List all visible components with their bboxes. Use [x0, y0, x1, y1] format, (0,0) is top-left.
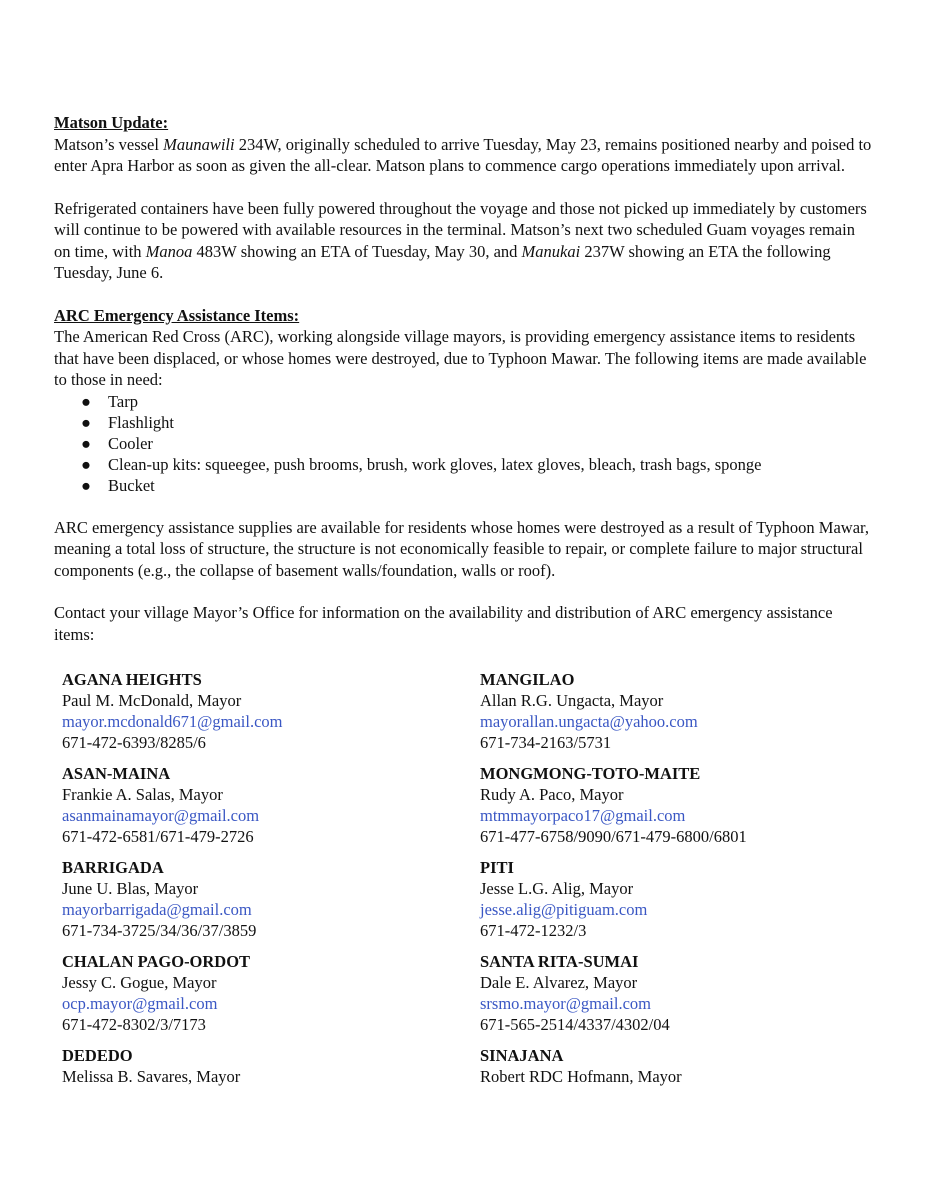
village-name: SINAJANA	[480, 1046, 564, 1065]
mayor-phone: 671-734-2163/5731	[480, 733, 612, 752]
mayor-phone: 671-472-6581/671-479-2726	[62, 827, 254, 846]
list-item-text: Cooler	[108, 433, 153, 453]
mayor-phone: 671-734-3725/34/36/37/3859	[62, 921, 257, 940]
vessel-name: Maunawili	[163, 134, 235, 154]
mayor-name: Jessy C. Gogue, Mayor	[62, 973, 217, 992]
bullet-icon: ●	[81, 433, 91, 453]
village-entry	[62, 951, 480, 1035]
matson-paragraph-2	[54, 198, 872, 284]
mayor-name: Rudy A. Paco, Mayor	[480, 785, 624, 804]
bullet-icon: ●	[81, 475, 91, 495]
list-item	[81, 391, 872, 412]
mayor-phone: 671-477-6758/9090/671-479-6800/6801	[480, 827, 747, 846]
village-entry	[480, 669, 840, 753]
mayor-name: Frankie A. Salas, Mayor	[62, 785, 223, 804]
vessel-name: Manukai	[521, 241, 581, 261]
mayor-email-link[interactable]: jesse.alig@pitiguam.com	[480, 900, 648, 919]
village-name: CHALAN PAGO-ORDOT	[62, 952, 251, 971]
list-item-text: Bucket	[108, 475, 155, 495]
arc-section	[54, 305, 872, 391]
arc-heading: ARC Emergency Assistance Items:	[54, 305, 300, 325]
mayor-email-link[interactable]: mayor.mcdonald671@gmail.com	[62, 712, 283, 731]
list-item-text: Tarp	[108, 391, 138, 411]
list-item	[81, 454, 872, 475]
arc-items-list	[54, 391, 872, 496]
mayor-phone: 671-472-8302/3/7173	[62, 1015, 206, 1034]
arc-intro: The American Red Cross (ARC), working alongside village mayors, is providing emergency assistance items to residents that have been displaced, or whose homes were destroyed, due to Typhoon Mawar. The following items are made available to those in need:	[54, 327, 867, 389]
mayor-email-link[interactable]: mayorbarrigada@gmail.com	[62, 900, 252, 919]
mayor-email-link[interactable]: ocp.mayor@gmail.com	[62, 994, 218, 1013]
bullet-icon: ●	[81, 454, 91, 474]
mayor-phone: 671-472-1232/3	[480, 921, 587, 940]
list-item-text: Flashlight	[108, 412, 175, 432]
village-name: MONGMONG-TOTO-MAITE	[480, 764, 701, 783]
matson-text: Matson’s vessel	[54, 134, 164, 154]
mayor-name: June U. Blas, Mayor	[62, 879, 199, 898]
mayor-name: Melissa B. Savares, Mayor	[62, 1067, 241, 1086]
village-entry	[480, 763, 840, 847]
list-item	[81, 412, 872, 433]
mayor-email-link[interactable]: mtmmayorpaco17@gmail.com	[480, 806, 686, 825]
matson-text: 237W showing an ETA the following Tuesday, June 6.	[54, 241, 831, 282]
mayor-email-link[interactable]: asanmainamayor@gmail.com	[62, 806, 260, 825]
village-name: ASAN-MAINA	[62, 764, 171, 783]
mayor-email-link[interactable]: mayorallan.ungacta@yahoo.com	[480, 712, 698, 731]
mayor-name: Dale E. Alvarez, Mayor	[480, 973, 638, 992]
bullet-icon: ●	[81, 391, 91, 411]
mayor-email-link[interactable]: srsmo.mayor@gmail.com	[480, 994, 652, 1013]
village-name: MANGILAO	[480, 670, 575, 689]
mayor-directory	[54, 669, 872, 1097]
mayor-name: Paul M. McDonald, Mayor	[62, 691, 242, 710]
village-entry	[480, 1045, 840, 1087]
mayor-name: Robert RDC Hofmann, Mayor	[480, 1067, 682, 1086]
matson-text: 234W, originally scheduled to arrive Tuesday, May 23, remains positioned nearby and poised to enter Apra Harbor as soon as given the all-clear. Matson plans to commence cargo operations immediately upon arrival.	[54, 134, 872, 175]
matson-text: Refrigerated containers have been fully powered throughout the voyage and those not picked up immediately by customers will continue to be powered with available resources in the terminal. Matson’s next two scheduled Guam voyages remain on time, with	[54, 198, 867, 261]
village-entry	[480, 951, 840, 1035]
mayor-name: Allan R.G. Ungacta, Mayor	[480, 691, 664, 710]
bullet-icon: ●	[81, 412, 91, 432]
mayor-phone: 671-472-6393/8285/6	[62, 733, 206, 752]
arc-contact: Contact your village Mayor’s Office for information on the availability and distribution of ARC emergency assistance items:	[54, 603, 833, 644]
village-name: BARRIGADA	[62, 858, 164, 877]
arc-eligibility: ARC emergency assistance supplies are available for residents whose homes were destroyed as a result of Typhoon Mawar, meaning a total loss of structure, the structure is not economically feasible to repair, or complete failure to major structural components (e.g., the collapse of basement walls/foundation, walls or roof).	[54, 517, 870, 580]
list-item-text: Clean-up kits: squeegee, push brooms, brush, work gloves, latex gloves, bleach, trash bags, sponge	[108, 454, 762, 474]
village-name: PITI	[480, 858, 514, 877]
mayor-phone: 671-565-2514/4337/4302/04	[480, 1015, 670, 1034]
village-name: AGANA HEIGHTS	[62, 670, 202, 689]
village-entry	[62, 669, 480, 753]
village-entry	[62, 857, 480, 941]
matson-heading: Matson Update:	[54, 113, 169, 132]
mayor-name: Jesse L.G. Alig, Mayor	[480, 879, 634, 898]
village-entry	[62, 763, 480, 847]
matson-section	[54, 112, 872, 177]
village-entry	[480, 857, 840, 941]
village-name: DEDEDO	[62, 1046, 133, 1065]
village-entry	[62, 1045, 480, 1087]
list-item	[81, 433, 872, 454]
list-item	[81, 475, 872, 496]
vessel-name: Manoa	[145, 241, 193, 261]
matson-text: 483W showing an ETA of Tuesday, May 30, and	[192, 241, 522, 261]
village-name: SANTA RITA-SUMAI	[480, 952, 639, 971]
